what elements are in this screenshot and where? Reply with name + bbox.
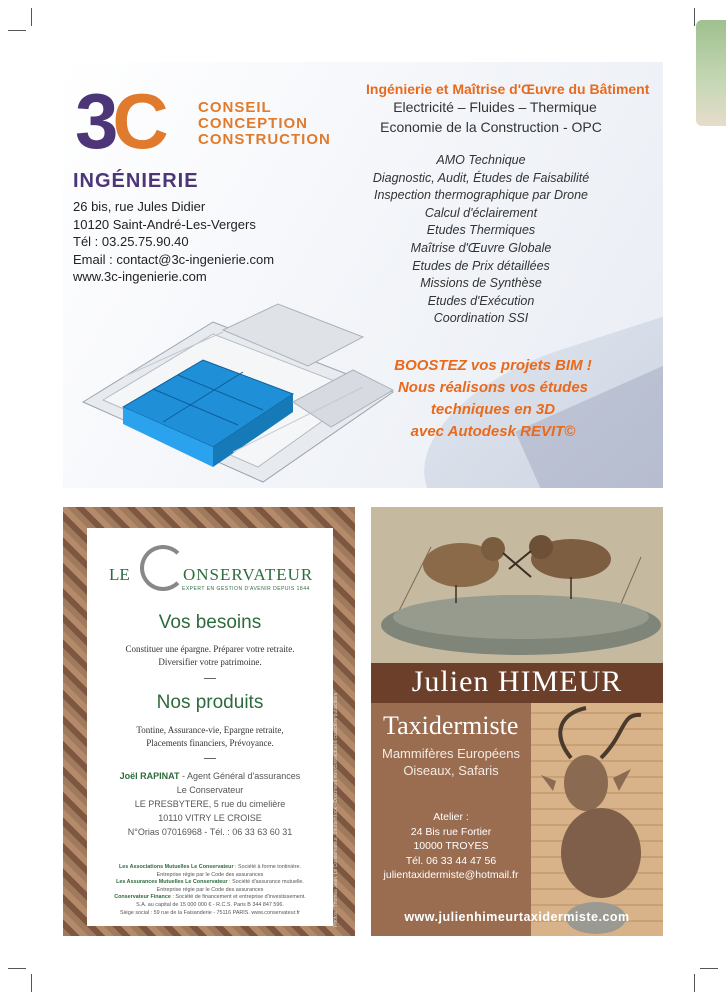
service-item: Inspection thermographique par Drone (373, 188, 589, 203)
crop-mark (8, 30, 26, 31)
service-item: Etudes Thermiques (426, 223, 536, 238)
agent-line (87, 769, 333, 783)
logo-c-mark (140, 545, 186, 591)
legal-notice (99, 864, 321, 917)
needs-title: Vos besoins (158, 612, 262, 633)
logo-name: ONSERVATEUR (183, 565, 314, 584)
crop-mark (31, 8, 32, 26)
service-item: Maîtrise d'Œuvre Globale (410, 240, 552, 255)
building-3d-illustration (63, 282, 403, 488)
adjacent-page-photo (696, 20, 726, 126)
ad-julien-himeur (371, 507, 663, 936)
phone: Tél : 03.25.75.90.40 (73, 234, 189, 249)
legal-bold: Les Associations Mutuelles Le Conservateur (119, 864, 234, 870)
legal-line (99, 894, 321, 902)
legal-bold: Les Assurances Mutuelles Le Conservateur (116, 879, 228, 886)
bim-line: Nous réalisons vos études (397, 379, 589, 396)
business-name: Julien HIMEUR (411, 665, 623, 698)
legal-text: : Société d'assurance mutuelle. (227, 879, 304, 886)
atelier-block (371, 810, 531, 883)
info-card (87, 528, 333, 926)
needs-line: Diversifier votre patrimoine. (158, 657, 262, 667)
address-line: 24 Bis rue Fortier (410, 825, 492, 838)
divider (204, 758, 216, 759)
logo-le: LE (109, 565, 130, 584)
phone: Tél. 06 33 44 47 56 (405, 854, 497, 867)
ad-le-conservateur (63, 507, 355, 936)
website-link[interactable]: www.3c-ingenierie.com (73, 269, 207, 284)
address-line: 10110 VITRY LE CROISE (158, 813, 262, 823)
service-item: Diagnostic, Audit, Études de Faisabilité (372, 170, 590, 185)
agent-name: Joël RAPINAT (119, 771, 180, 781)
legal-line (99, 872, 321, 880)
legal-text: Siège social : 59 rue de la Faisanderie - 75116 PARIS. www.conservateur.fr (120, 909, 300, 916)
services-list (372, 152, 590, 328)
crop-mark (694, 974, 695, 992)
legal-line (99, 910, 321, 918)
legal-line (99, 887, 321, 895)
legal-line (99, 864, 321, 872)
subhead: Electricité – Fluides – Thermique (393, 99, 597, 115)
service-item: AMO Technique (436, 153, 526, 167)
email-link[interactable]: julientaxidermiste@hotmail.fr (383, 869, 519, 881)
service-item: Calcul d'éclairement (424, 205, 538, 220)
address-line: LE PRESBYTERE, 5 rue du cimelière (134, 799, 286, 809)
bim-line: techniques en 3D (430, 401, 556, 418)
bim-line: avec Autodesk REVIT© (410, 423, 576, 440)
bim-promo (393, 355, 593, 443)
specialty: Oiseaux, Safaris (403, 763, 499, 778)
legal-text: S.A. au capital de 15 000 000 € - R.C.S. Paris B 344 847 596. (136, 901, 284, 908)
products-line: Placements financiers, Prévoyance. (146, 738, 274, 748)
atelier-label: Atelier : (433, 811, 469, 823)
logo-wordmark (198, 100, 331, 148)
contact-block (87, 769, 333, 839)
products-text (87, 724, 333, 750)
specialty: Mammifères Européens (382, 746, 520, 761)
subhead: Economie de la Construction - OPC (380, 119, 602, 135)
service-item: Etudes de Prix détaillées (412, 258, 550, 273)
service-item: Etudes d'Exécution (427, 293, 535, 308)
logo-line: CONSEIL (198, 99, 272, 116)
address-block (73, 198, 274, 286)
legal-text: : Société de financement et entreprise d'investissement. (170, 894, 306, 901)
address-line: 26 bis, rue Jules Didier (73, 199, 206, 214)
crop-mark (8, 968, 26, 969)
legal-bold: Conservateur Finance (114, 894, 171, 901)
crop-mark (31, 974, 32, 992)
logo-line: CONSTRUCTION (198, 131, 331, 148)
crop-mark (694, 8, 695, 26)
address-line: 10120 Saint-André-Les-Vergers (73, 216, 256, 232)
products-line: Tontine, Assurance-vie, Epargne retraite, (136, 725, 284, 735)
logo-line: CONCEPTION (198, 115, 309, 132)
profession-title: Taxidermiste (383, 711, 519, 740)
service-item: Missions de Synthèse (420, 276, 542, 291)
crop-mark (700, 968, 718, 969)
logo-3c: 3C (75, 77, 163, 165)
division-title: INGÉNIERIE (73, 170, 199, 192)
legal-text: Entreprise régie par le Code des assurances (156, 886, 264, 893)
legal-line (99, 879, 321, 887)
legal-text: Entreprise régie par le Code des assurances (156, 871, 264, 878)
woodcock-photo (371, 507, 663, 663)
service-item: Coordination SSI (433, 311, 529, 326)
email-link[interactable]: Email : contact@3c-ingenierie.com (73, 251, 275, 267)
company: Le Conservateur (176, 785, 244, 795)
logo-le-conservateur (109, 543, 314, 593)
photo-credit: Photos : Thomas Jean, Le Conservateur, Shutterstock - Document non contractuel à caractère publicitaire (333, 692, 339, 927)
needs-text (87, 643, 333, 669)
legal-line (99, 902, 321, 910)
kudu-trophy-photo (531, 703, 663, 936)
specialties (371, 745, 531, 779)
address-line: 10000 TROYES (413, 840, 489, 852)
logo-tagline: EXPERT EN GESTION D'AVENIR DEPUIS 1844 (182, 586, 310, 592)
divider (204, 678, 216, 679)
needs-line: Constituer une épargne. Préparer votre retraite. (125, 644, 295, 654)
agent-role: - Agent Général d'assurances (179, 771, 301, 781)
website-link[interactable]: www.julienhimeurtaxidermiste.com (404, 910, 630, 924)
orias-phone: N°Orias 07016968 - Tél. : 06 33 63 60 31 (127, 827, 293, 837)
headline: Ingénierie et Maîtrise d'Œuvre du Bâtiment (366, 81, 650, 97)
ad-3c-ingenierie (63, 62, 663, 488)
products-title: Nos produits (156, 692, 264, 713)
bim-line: BOOSTEZ vos projets BIM ! (394, 357, 592, 374)
legal-text: : Société à forme tontinière. (233, 864, 301, 870)
